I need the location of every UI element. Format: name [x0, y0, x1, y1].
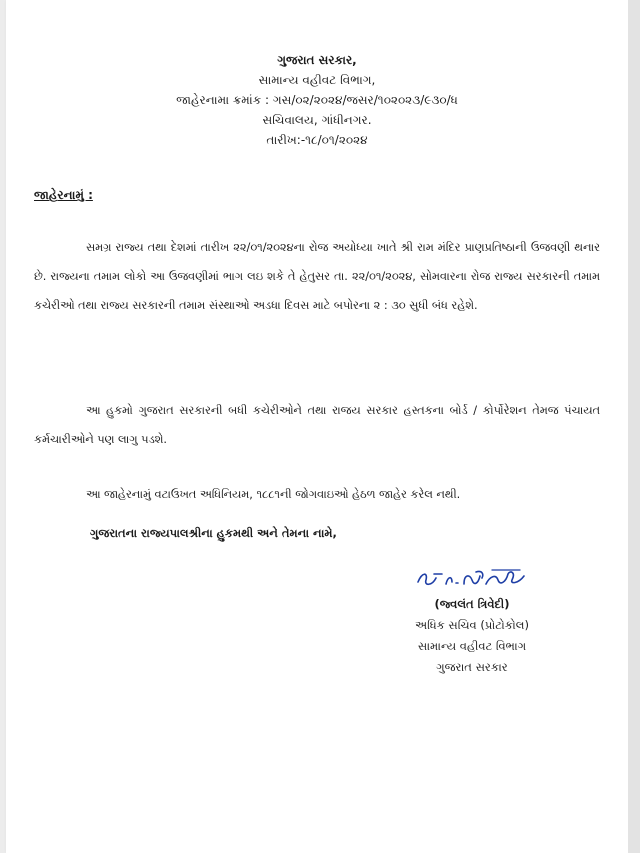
header-government: ગુજરાત સરકાર, — [277, 53, 357, 67]
document-page — [6, 0, 628, 853]
paragraph-applicability: આ હુકમો ગુજરાત સરકારની બધી કચેરીઓને તથા રાજય સરકાર હસ્તકના બોર્ડ / કોર્પોરેશન તેમજ પંચાયત કર્મચારીઓને પણ લાગુ પડશે. — [34, 404, 600, 446]
signer-designation: અધિક સચિવ (પ્રોટોકોલ) — [415, 618, 529, 632]
order-line: ગુજરાતના રાજ્યપાલશ્રીના હુકમથી અને તેમના નામે, — [90, 526, 337, 540]
signature-icon — [412, 566, 532, 592]
paragraph-holiday-announcement: સમગ્ર રાજ્ય તથા દેશમાં તારીખ ૨૨/૦૧/૨૦૨૪ના રોજ અયોધ્યા ખાતે શ્રી રામ મંદિર પ્રાણપ્રતિષ્ઠાની ઉજવણી થનાર છે. રાજ્યના તમામ લોકો આ ઉજવણીમાં ભાગ લઇ શકે તે હેતુસર તા. ૨૨/૦૧/૨૦૨૪, સોમવારના રોજ રાજ્ય સરકારની તમામ કચેરીઓ તથા રાજ્ય સરકારની તમામ સંસ્થાઓ અડધા દિવસ માટે બપોરના ૨ : ૩૦ સુધી બંધ રહેશે. — [34, 241, 600, 312]
header-notification-number: જાહેરનામા ક્રમાંક : ગસ/૦૨/૨૦૨૪/જસર/૧૦૨૦૨૩/૯૩૦/ધ — [176, 93, 458, 107]
document-header — [6, 50, 628, 150]
header-date: તારીખ:-૧૮/૦૧/૨૦૨૪ — [266, 133, 368, 147]
signature-block — [392, 566, 552, 678]
header-office: સચિવાલય, ગાંધીનગર. — [262, 113, 372, 127]
notification-label: જાહેરનામું : — [34, 188, 93, 202]
signer-name: (જ્વલંત ત્રિવેદી) — [434, 597, 510, 611]
paragraph-negotiable-instruments: આ જાહેરનામું વટાઉખત અધિનિયમ, ૧૮૮૧ની જોગવાઇઓ હેઠળ જાહેર કરેલ નથી. — [86, 488, 461, 501]
viewer-right-edge — [628, 0, 640, 853]
signer-department: સામાન્ય વહીવટ વિભાગ — [417, 639, 527, 653]
header-department: સામાન્ય વહીવટ વિભાગ, — [258, 73, 376, 87]
signer-government: ગુજરાત સરકાર — [436, 660, 508, 674]
